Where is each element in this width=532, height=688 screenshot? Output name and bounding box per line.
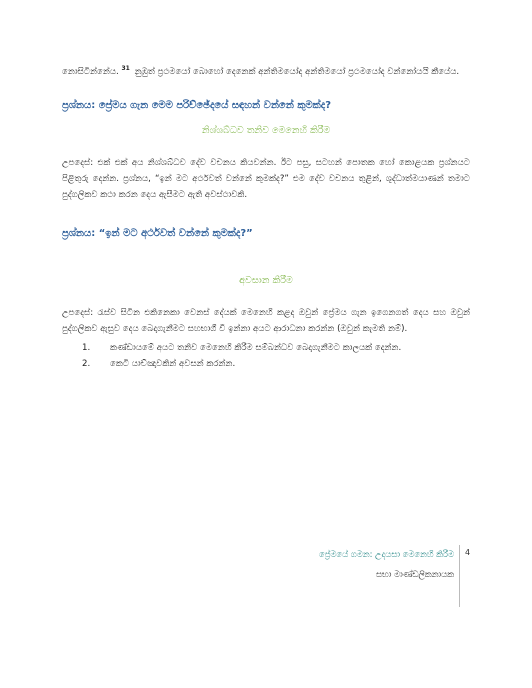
closing-steps-list	[82, 340, 462, 372]
list-item-number: 2.	[82, 359, 91, 369]
question-meaning: ප්‍රශ්නය: “ඉන් මට අර්ථවත් වන්නේ කුමක්ද?”	[62, 228, 253, 239]
list-item	[82, 340, 462, 356]
intro-text-start: නොසිටින්නේය.	[62, 67, 119, 77]
advice-paragraph-1: උපදෙස්: එක් එක් අය නිශ්ශබ්ධව දේව වචනය කියවන්න. ඊට පසු, සටහන් පොතක හෝ කොළයක ප්‍රශ්නයට පිළිතුරු දෙන්න. ප්‍රශ්නය, “ඉන් මට අර්ථවත් වන්නේ කුමක්ද?” එම දේව වචනය තුළින්, ශුද්ධාත්මයාණන් තමාට පුද්ගලිකව කථා කරන දෙය ඇසීමට ඇති අවස්ථාවකි.	[62, 158, 470, 200]
list-item-text: කෙටි යාච්ඤාවකින් අවසන් කරන්න.	[110, 359, 236, 369]
page-number: 4	[465, 548, 471, 557]
intro-paragraph	[62, 61, 470, 80]
footnote-reference[interactable]: 31	[121, 65, 130, 72]
list-item	[82, 356, 462, 372]
heading-closing: අවසාන කිරීම	[239, 275, 293, 286]
footer-divider	[459, 545, 460, 607]
list-item-text: කණ්ඩායමේ අයට තනිව මෙනෙහි කිරීම සම්බන්ධව බෙදාගැනීමට කාලයක් දෙන්න.	[110, 343, 402, 353]
heading-silent-meditation: නිශ්ශබ්ධව තනිව මෙනෙහි කිරීම	[201, 125, 331, 136]
footer-title: ප්‍රේමයේ ගමන: උදයසා මෙනෙහි කිරීම	[318, 549, 454, 559]
question-love-chapter: ප්‍රශ්නය: ප්‍රේමය ගැන මෙම පරිච්ඡේදයේ සඳහන් වන්නේ කුමක්ද?	[62, 100, 332, 111]
list-item-number: 1.	[82, 343, 91, 353]
advice-paragraph-2: උපදෙස්: රැස්ව සිටින එකිනෙකා වෙනස් දේයක් මෙනෙහි කළද ඔවුන් ප්‍රේමය ගැන ඉගෙනගත් දෙය සහ ඔවුන් පුද්ගලිකව ඇසුව දෙය බෙදාගැනීමට සහභාගී වී ඉන්නා අයට ආරාධනා කරන්න (ඔවුන් කැමති නම්).	[62, 308, 470, 334]
intro-text-rest: නුඹුත් ප්‍රථමයෝ බොහෝ දෙනෙක් අන්තිමයෝද අන්තිමයෝ ප්‍රථමයෝද වන්නෝයයි කීයේය.	[134, 67, 460, 77]
footer-subtitle: සභා මාණ්ඩලිකනායක	[376, 569, 454, 579]
